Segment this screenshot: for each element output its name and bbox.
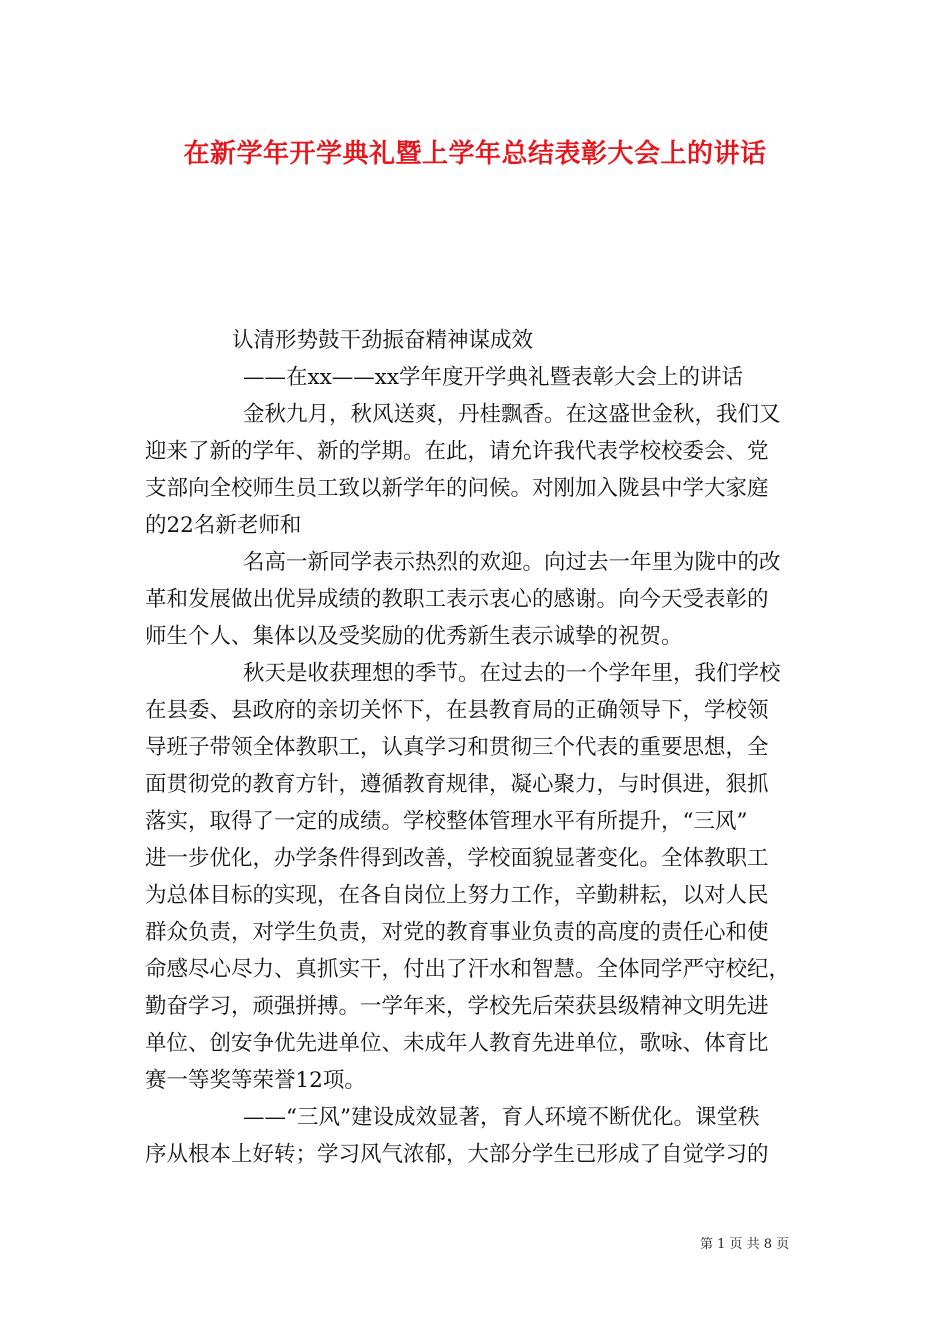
- body-line: 落实，取得了一定的成绩。学校整体管理水平有所提升，“三风”: [145, 809, 748, 834]
- body-line: 师生个人、集体以及受奖励的优秀新生表示诚挚的祝贺。: [145, 624, 683, 649]
- page-number-footer: 第 1 页 共 8 页: [700, 1237, 790, 1252]
- subtitle-dedication: ——在xx——xx学年度开学典礼暨表彰大会上的讲话: [243, 365, 744, 390]
- body-line: ——“三风”建设成效显著，育人环境不断优化。课堂秩: [243, 1105, 760, 1130]
- body-line: 勤奋学习，顽强拼搏。一学年来，学校先后荣获县级精神文明先进: [145, 994, 769, 1019]
- body-line: 群众负责，对学生负责，对党的教育事业负责的高度的责任心和使: [145, 920, 769, 945]
- body-line: 导班子带领全体教职工，认真学习和贯彻三个代表的重要思想，全: [145, 735, 769, 760]
- body-line: 序从根本上好转；学习风气浓郁，大部分学生已形成了自觉学习的: [145, 1142, 769, 1167]
- body-line: 单位、创安争优先进单位、未成年人教育先进单位，歌咏、体育比: [145, 1031, 769, 1056]
- document-title: 在新学年开学典礼暨上学年总结表彰大会上的讲话: [183, 139, 767, 169]
- body-line: 赛一等奖等荣誉12项。: [145, 1068, 366, 1093]
- body-line: 进一步优化，办学条件得到改善，学校面貌显著变化。全体教职工: [145, 846, 769, 871]
- subtitle-line: 认清形势鼓干劲振奋精神谋成效: [232, 328, 534, 353]
- body-line: 的22名新老师和: [145, 513, 302, 538]
- body-line: 支部向全校师生员工致以新学年的问候。对刚加入陇县中学大家庭: [145, 476, 769, 501]
- body-line: 在县委、县政府的亲切关怀下，在县教育局的正确领导下，学校领: [145, 698, 769, 723]
- body-line: 迎来了新的学年、新的学期。在此，请允许我代表学校校委会、党: [145, 439, 769, 464]
- body-line: 金秋九月，秋风送爽，丹桂飘香。在这盛世金秋，我们又: [243, 402, 781, 427]
- body-line: 名高一新同学表示热烈的欢迎。向过去一年里为陇中的改: [243, 550, 781, 575]
- body-line: 秋天是收获理想的季节。在过去的一个学年里，我们学校: [243, 661, 781, 686]
- body-line: 为总体目标的实现，在各自岗位上努力工作，辛勤耕耘，以对人民: [145, 883, 769, 908]
- body-line: 命感尽心尽力、真抓实干，付出了汗水和智慧。全体同学严守校纪，: [145, 957, 791, 982]
- body-line: 面贯彻党的教育方针，遵循教育规律，凝心聚力，与时俱进，狠抓: [145, 772, 769, 797]
- body-line: 革和发展做出优异成绩的教职工表示衷心的感谢。向今天受表彰的: [145, 587, 769, 612]
